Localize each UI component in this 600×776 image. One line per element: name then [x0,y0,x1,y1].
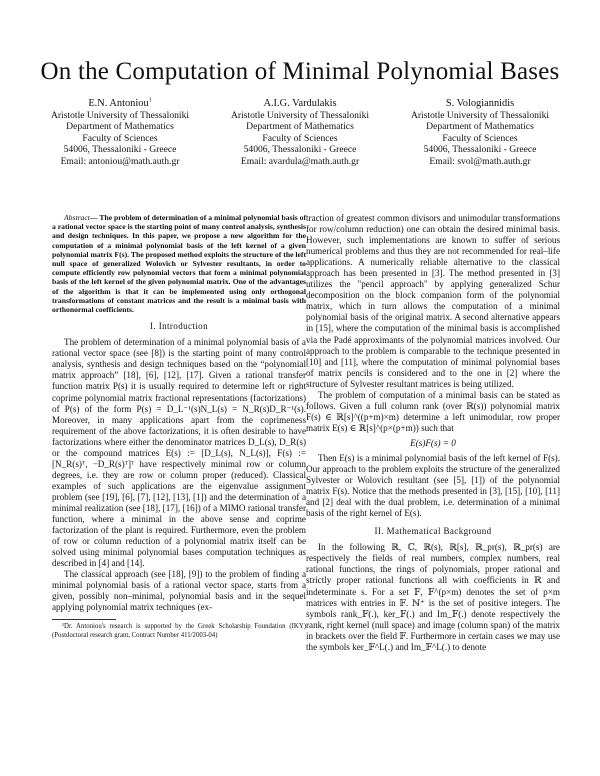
author-name: E.N. Antoniou [88,98,149,109]
author-name: A.I.G. Vardulakis [263,98,337,109]
author-department: Department of Mathematics [246,121,354,133]
footnote-mark: 1 [148,97,152,104]
author-affiliation: Aristotle University of Thessaloniki [50,109,190,121]
paragraph: The problem of determination of a minimal polynomial basis of a rational vector space (see [8]) is the starting point of many control analysis, synthesis and design techniques based on the “polynomial matrix approach” [18], [6], [12], [17]. Given a rational transfer function matrix P(s) it is usually required to determine left or right coprime polynomial matrix fractional representations (factorizations) of P(s) of the form P(s) = D_L⁻¹(s)N_L(s) = N_R(s)D_R⁻¹(s). Moreover, in many applications apart from the coprimeness requirement of the above factorizations, it is often desirable to have factorizations where either the denominator matrices D_L(s), D_R(s) or the compound matrices E(s) := [D_L(s), N_L(s)], F(s) := [N_R(s)ᵀ, −D_R(s)ᵀ]ᵀ have respectively minimal row or column degrees, i.e. they are row or column proper (reduced). Classical examples of such applications are the eigenvalue assignment problem (see [19], [6], [7], [12], [13], [1]) and the determination of a minimal realization (see [18], [17], [16]) of a MIMO rational transfer function, where a minimal in the above sense and coprime factorization of the plant is required. Furthermore, even the problem of row or column reduction of a polynomial matrix itself can be solved using minimal polynomial bases computation techniques as described in [4] and [14]. [52,337,306,569]
section-heading-mathematical-background: II. Mathematical Background [374,526,492,537]
left-column [52,213,306,640]
author-address: 54006, Thessaloniki - Greece [243,144,357,156]
author-block-2 [210,98,390,168]
section-heading-introduction: I. Introduction [150,321,208,332]
author-email: Email: avardula@math.auth.gr [240,155,360,167]
paragraph: In the following ℝ, ℂ, ℝ(s), ℝ[s], ℝ_pr(s), ℝ_pr(s) are respectively the fields of real numbers, complex numbers, real rational functions, the rings of polynomials, proper rational and strictly proper rational functions all with coefficients in ℝ and indeterminate s. For a set 𝔽, 𝔽^(p×m) denotes the set of p×m matrices with entries in 𝔽. ℕ⁺ is the set of positive integers. The symbols rank_𝔽(.), ker_𝔽(.) and Im_𝔽(.) denote respectively the rank, right kernel (null space) and image (column span) of the matrix in brackets over the field 𝔽. Furthermore in certain cases we may use the symbols ker_𝔽^L(.) and Im_𝔽^L(.) to denote [306,542,560,652]
paragraph: traction of greatest common divisors and unimodular transformations for row/column reduction) one can obtain the desired minimal basis. However, such implementations are known to suffer of serious numerical problems and thus they are not recommended for real–life applications. A numerically reliable alternative to the classical approach has been presented in [3]. The method presented in [3] utilizes the "pencil approach" by applying generalized Schur decomposition on the block companion form of the polynomial matrix, which in turn allows the computation of a minimal polynomial basis of the original matrix. A second alternative appears in [15], where the computation of the minimal basis is accomplished via the Padé approximants of the polynomial matrices involved. Our approach to the problem is comparable to the technique presented in [10] and [11], where the computation of minimal polynomial bases of matrix pencils is considered and to the one in [2] where the structure of Sylvester resultant matrices is being utilized. [306,213,560,389]
footnote: ¹Dr. Antoniou's research is supported by the Greek Scholarship Foundation (IKY) (Postdoctoral research grant, Contract Number 411/2003-04) [52,623,306,639]
author-email: Email: svol@math.auth.gr [429,155,531,167]
author-faculty: Faculty of Sciences [262,132,338,144]
author-faculty: Faculty of Sciences [442,132,518,144]
equation: E(s)F(s) = 0 [410,437,456,448]
abstract-label: Abstract [64,213,90,222]
author-email: Email: antoniou@math.auth.gr [60,155,180,167]
right-column [306,213,560,653]
author-name: S. Vologiannidis [445,98,515,109]
paragraph: The classical approach (see [18], [9]) to the problem of finding a minimal polynomial basis of a rational vector space, starts from a given, possibly non–minimal, polynomial basis and in the sequel applying polynomial matrix techniques (ex- [52,569,306,613]
author-affiliation: Aristotle University of Thessaloniki [410,109,550,121]
abstract-text: — The problem of determination of a minimal polynomial basis of a rational vector space is the starting point of many control analysis, synthesis and design techniques. In this paper, we propose a new algorithm for the computation of a minimal polynomial basis of the left kernel of a given polynomial matrix F(s). The proposed method exploits the structure of the left null space of generalized Wolovich or Sylvester resultants, in order to compute efficiently row polynomial vectors that form a minimal polynomial basis of the left kernel of the given polynomial matrix. One of the advantages of the algorithm is that it can be implemented using only orthogonal transformations of constant matrices and the result is a minimal basis with orthonormal coefficients. [52,213,306,315]
paragraph: The problem of computation of a minimal basis can be stated as follows. Given a full column rank (over ℝ(s)) polynomial matrix F(s) ∈ ℝ[s]^((p+m)×m) determine a left unimodular, row proper matrix E(s) ∈ ℝ[s]^(p×(p+m)) such that [306,389,560,433]
author-block-1 [30,98,210,168]
author-faculty: Faculty of Sciences [82,132,158,144]
author-block-3 [390,98,570,168]
paper-title: On the Computation of Minimal Polynomial Bases [40,58,560,85]
author-affiliation: Aristotle University of Thessaloniki [230,109,370,121]
author-department: Department of Mathematics [66,121,174,133]
author-address: 54006, Thessaloniki - Greece [63,144,177,156]
footnote-rule [52,619,116,620]
abstract [52,213,306,314]
author-department: Department of Mathematics [426,121,534,133]
author-address: 54006, Thessaloniki - Greece [423,144,537,156]
paragraph: Then E(s) is a minimal polynomial basis of the left kernel of F(s). Our approach to the problem exploits the structure of the generalized Sylvester or Wolovich resultant (see [5], [1]) of the polynomial matrix F(s). Notice that the methods presented in [3], [15], [10], [11] and [2] deal with the dual problem, i.e. determination of a minimal basis of the right kernel of E(s). [306,452,560,519]
